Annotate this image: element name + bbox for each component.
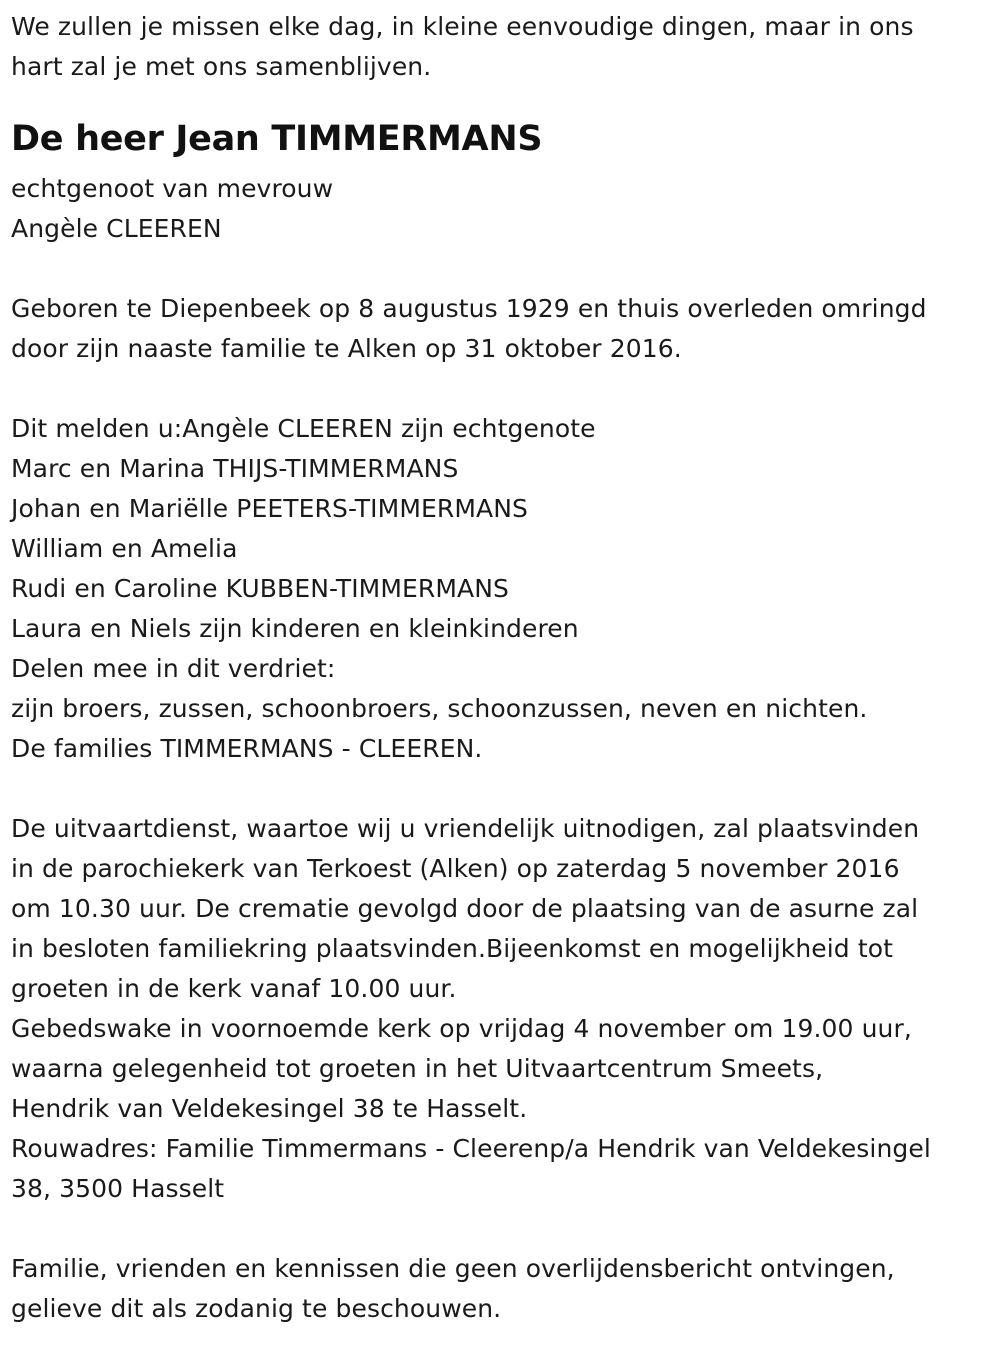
paragraph-gap [11, 769, 991, 809]
intro-quote [11, 7, 991, 87]
paragraph-gap [11, 1209, 991, 1249]
text-line: Rouwadres: Familie Timmermans - Cleerenp/a Hendrik van Veldekesingel [11, 1134, 931, 1163]
text-line: We zullen je missen elke dag, in kleine eenvoudige dingen, maar in ons [11, 12, 914, 41]
text-line: gelieve dit als zodanig te beschouwen. [11, 1294, 502, 1323]
closing-note [11, 1249, 991, 1329]
text-line: in besloten familiekring plaatsvinden.Bijeenkomst en mogelijkheid tot [11, 934, 894, 963]
text-line: in de parochiekerk van Terkoest (Alken) op zaterdag 5 november 2016 [11, 854, 900, 883]
text-line: William en Amelia [11, 534, 238, 563]
text-line: Angèle CLEEREN [11, 214, 222, 243]
spouse-info [11, 169, 991, 249]
text-line: Marc en Marina THIJS-TIMMERMANS [11, 454, 459, 483]
text-line: Dit melden u:Angèle CLEEREN zijn echtgenote [11, 414, 596, 443]
text-line: Gebedswake in voornoemde kerk op vrijdag 4 november om 19.00 uur, [11, 1014, 912, 1043]
deceased-name: De heer Jean TIMMERMANS [11, 119, 543, 159]
paragraph-gap [11, 249, 991, 289]
text-line: zijn broers, zussen, schoonbroers, schoonzussen, neven en nichten. [11, 694, 868, 723]
paragraph-gap [11, 369, 991, 409]
text-line: Geboren te Diepenbeek op 8 augustus 1929 en thuis overleden omringd [11, 294, 927, 323]
text-line: groeten in de kerk vanaf 10.00 uur. [11, 974, 457, 1003]
text-line: door zijn naaste familie te Alken op 31 oktober 2016. [11, 334, 682, 363]
text-line: 38, 3500 Hasselt [11, 1174, 225, 1203]
text-line: Laura en Niels zijn kinderen en kleinkinderen [11, 614, 579, 643]
text-line: De families TIMMERMANS - CLEEREN. [11, 734, 483, 763]
obituary-notice [11, 7, 991, 1329]
text-line: Johan en Mariëlle PEETERS-TIMMERMANS [11, 494, 529, 523]
text-line: om 10.30 uur. De crematie gevolgd door de plaatsing van de asurne zal [11, 894, 919, 923]
text-line: De uitvaartdienst, waartoe wij u vriendelijk uitnodigen, zal plaatsvinden [11, 814, 920, 843]
text-line: Hendrik van Veldekesingel 38 te Hasselt. [11, 1094, 528, 1123]
text-line: waarna gelegenheid tot groeten in het Uitvaartcentrum Smeets, [11, 1054, 824, 1083]
text-line: Familie, vrienden en kennissen die geen overlijdensbericht ontvingen, [11, 1254, 895, 1283]
text-line: echtgenoot van mevrouw [11, 174, 334, 203]
text-line: Delen mee in dit verdriet: [11, 654, 336, 683]
ceremony-details [11, 809, 991, 1209]
family-announcement [11, 409, 991, 769]
text-line: Rudi en Caroline KUBBEN-TIMMERMANS [11, 574, 510, 603]
text-line: hart zal je met ons samenblijven. [11, 52, 432, 81]
birth-death-info [11, 289, 991, 369]
